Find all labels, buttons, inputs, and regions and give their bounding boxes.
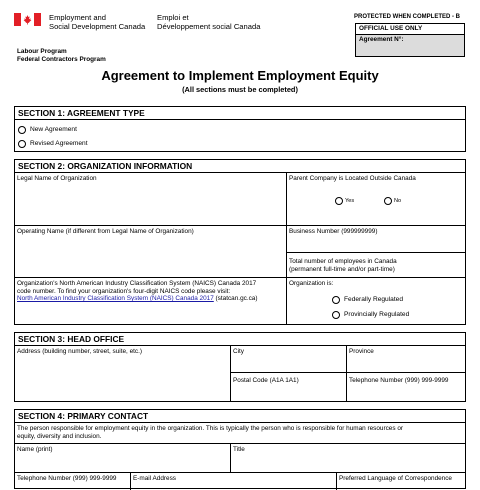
parent-company-label: Parent Company is Located Outside Canada xyxy=(289,175,416,182)
federally-regulated-radio[interactable] xyxy=(332,296,340,304)
contact-name-label: Name (print) xyxy=(17,446,53,453)
head-office-phone-label: Telephone Number (999) 999-9999 xyxy=(349,377,449,384)
program-line1: Labour Program xyxy=(17,48,67,55)
operating-name-field[interactable] xyxy=(15,226,287,278)
federally-regulated-label: Federally Regulated xyxy=(344,296,404,303)
contact-title-field[interactable] xyxy=(231,444,465,473)
section4-title: SECTION 4: PRIMARY CONTACT xyxy=(15,410,465,423)
canada-flag-icon xyxy=(14,13,41,26)
parent-yes-radio[interactable] xyxy=(335,197,343,205)
contact-title-label: Title xyxy=(233,446,245,453)
contact-phone-label: Telephone Number (999) 999-9999 xyxy=(17,475,117,482)
protected-label: PROTECTED WHEN COMPLETED - B xyxy=(354,14,460,20)
page-title: Agreement to Implement Employment Equity xyxy=(101,68,379,83)
primary-contact-description xyxy=(15,423,465,444)
department-name-en xyxy=(49,13,145,31)
primary-contact-desc-line2: equity, diversity and inclusion. xyxy=(17,432,102,440)
city-field[interactable] xyxy=(231,346,347,373)
contact-email-field[interactable] xyxy=(131,473,337,490)
parent-company-cell xyxy=(287,173,465,226)
legal-name-label: Legal Name of Organization xyxy=(17,175,97,182)
province-label: Province xyxy=(349,348,374,355)
dept-fr-line2: Développement social Canada xyxy=(157,22,261,31)
revised-agreement-label: Revised Agreement xyxy=(30,140,88,147)
legal-name-field[interactable] xyxy=(15,173,287,226)
new-agreement-label: New Agreement xyxy=(30,126,77,133)
total-employees-line2: (permanent full-time and/or part-time) xyxy=(289,265,395,273)
total-employees-label xyxy=(289,258,397,273)
section2-title: SECTION 2: ORGANIZATION INFORMATION xyxy=(15,160,465,173)
organization-is-label: Organization is: xyxy=(289,280,334,287)
total-employees-field[interactable] xyxy=(287,253,465,278)
contact-email-label: E-mail Address xyxy=(133,475,176,482)
business-number-field[interactable] xyxy=(287,226,465,253)
section-primary-contact xyxy=(14,409,466,489)
revised-agreement-radio[interactable] xyxy=(18,140,26,148)
address-label: Address (building number, street, suite, etc.) xyxy=(17,348,143,355)
official-use-box xyxy=(355,23,465,57)
naics-label xyxy=(17,280,257,303)
official-use-label: OFFICIAL USE ONLY xyxy=(356,24,464,35)
provincially-regulated-label: Provincially Regulated xyxy=(344,311,410,318)
preferred-language-label: Preferred Language of Correspondence xyxy=(339,475,452,482)
business-number-label: Business Number (999999999) xyxy=(289,228,378,235)
preferred-language-field[interactable] xyxy=(337,473,465,490)
postal-code-label: Postal Code (A1A 1A1) xyxy=(233,377,299,384)
operating-name-label: Operating Name (if different from Legal Name of Organization) xyxy=(17,228,194,235)
section-organization-information xyxy=(14,159,466,325)
province-field[interactable] xyxy=(347,346,465,373)
parent-yes-label: Yes xyxy=(345,198,355,204)
address-field[interactable] xyxy=(15,346,231,401)
head-office-phone-field[interactable] xyxy=(347,373,465,401)
provincially-regulated-radio[interactable] xyxy=(332,311,340,319)
page-subtitle: (All sections must be completed) xyxy=(182,85,298,94)
primary-contact-desc xyxy=(17,425,403,440)
postal-code-field[interactable] xyxy=(231,373,347,401)
agreement-number-field[interactable]: Agreement N°: xyxy=(359,36,404,43)
dept-fr-line1: Emploi et xyxy=(157,13,189,22)
new-agreement-radio[interactable] xyxy=(18,126,26,134)
department-name-fr xyxy=(157,13,260,31)
section3-title: SECTION 3: HEAD OFFICE xyxy=(15,333,465,346)
total-employees-line1: Total number of employees in Canada xyxy=(289,258,397,265)
section1-title: SECTION 1: AGREEMENT TYPE xyxy=(15,107,465,120)
naics-line1: Organization's North American Industry Classification System (NAICS) Canada 2017 xyxy=(17,280,257,287)
naics-link-suffix: (statcan.gc.ca) xyxy=(213,295,258,303)
contact-name-field[interactable] xyxy=(15,444,231,473)
naics-code-field[interactable] xyxy=(15,278,287,324)
contact-phone-field[interactable] xyxy=(15,473,131,490)
dept-en-line1: Employment and xyxy=(49,13,106,22)
section-head-office xyxy=(14,332,466,402)
naics-line2: code number. To find your organization's four-digit NAICS code please visit: xyxy=(17,287,231,295)
section-agreement-type xyxy=(14,106,466,152)
program-name xyxy=(17,48,106,64)
parent-no-radio[interactable] xyxy=(384,197,392,205)
program-line2: Federal Contractors Program xyxy=(17,56,106,63)
parent-no-label: No xyxy=(394,198,402,204)
dept-en-line2: Social Development Canada xyxy=(49,22,146,31)
primary-contact-desc-line1: The person responsible for employment equity in the organization. This is typically the person who is responsible for human resources or xyxy=(17,425,404,432)
city-label: City xyxy=(233,348,245,355)
organization-type-cell xyxy=(287,278,465,324)
naics-link[interactable]: North American Industry Classification System (NAICS) Canada 2017 xyxy=(17,295,214,303)
